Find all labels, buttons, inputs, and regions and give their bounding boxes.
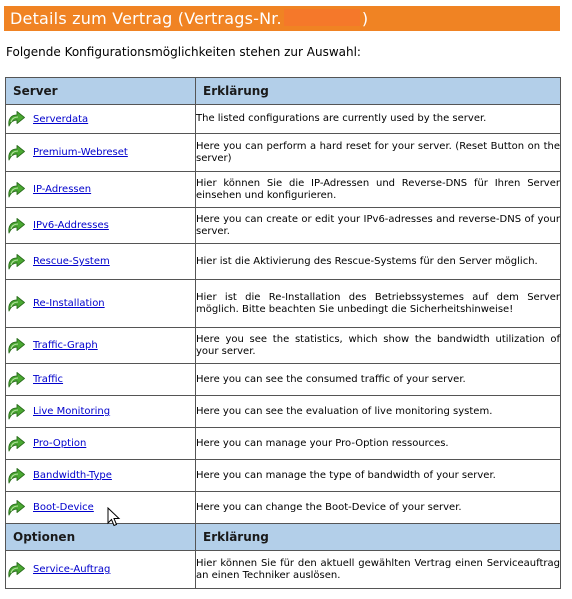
option-name-cell [6, 244, 196, 280]
table-row [6, 105, 561, 134]
live-monitoring-link[interactable]: Live Monitoring [33, 406, 111, 417]
option-description: Hier ist die Aktivierung des Rescue-Systems für den Server möglich. [196, 244, 561, 280]
table-row [6, 428, 561, 460]
traffic-graph-link[interactable]: Traffic-Graph [33, 340, 98, 351]
green-arrow-icon[interactable] [6, 253, 26, 271]
option-name-cell [6, 280, 196, 328]
table-row [6, 280, 561, 328]
options_section-header-row [6, 524, 561, 551]
title-prefix: Details zum Vertrag (Vertrags-Nr. [10, 9, 282, 28]
option-description: Here you can change the Boot-Device of your server. [196, 492, 561, 524]
option-name-cell [6, 208, 196, 244]
green-arrow-icon[interactable] [6, 217, 26, 235]
green-arrow-icon[interactable] [6, 561, 26, 579]
green-arrow-icon[interactable] [6, 181, 26, 199]
serverdata-link[interactable]: Serverdata [33, 113, 89, 125]
table-row [6, 208, 561, 244]
green-arrow-icon[interactable] [6, 467, 26, 485]
intro-text: Folgende Konfigurationsmöglichkeiten stehen zur Auswahl: [6, 45, 361, 59]
green-arrow-icon[interactable] [6, 403, 26, 421]
green-arrow-icon[interactable] [6, 435, 26, 453]
option-description: Here you can create or edit your IPv6-adresses and reverse-DNS of your server. [196, 208, 561, 244]
service-auftrag-link[interactable]: Service-Auftrag [33, 564, 111, 575]
re-installation-link[interactable]: Re-Installation [33, 298, 105, 309]
option-description: Here you see the statistics, which show the bandwidth utilization of your server. [196, 328, 561, 364]
table-row [6, 364, 561, 396]
option-description: Here you can manage the type of bandwidth of your server. [196, 460, 561, 492]
boot-device-link[interactable]: Boot-Device [33, 502, 94, 513]
options_section-column-header: Optionen [6, 524, 196, 551]
green-arrow-icon[interactable] [6, 337, 26, 355]
green-arrow-icon[interactable] [6, 110, 26, 128]
option-description: The listed configurations are currently used by the server. [196, 105, 561, 134]
mouse-pointer-icon [107, 507, 121, 527]
premium-webreset-link[interactable]: Premium-Webreset [33, 147, 128, 158]
ip-adressen-link[interactable]: IP-Adressen [33, 184, 92, 195]
table-row [6, 172, 561, 208]
option-description: Hier können Sie die IP-Adressen und Reverse-DNS für Ihren Server einsehen und konfigurieren. [196, 172, 561, 208]
option-name-cell [6, 364, 196, 396]
option-description: Here you can see the consumed traffic of your server. [196, 364, 561, 396]
explanation-column-header: Erklärung [196, 524, 561, 551]
option-name-cell [6, 328, 196, 364]
pro-option-link[interactable]: Pro-Option [33, 438, 87, 449]
option-name-cell [6, 172, 196, 208]
table-row [6, 460, 561, 492]
title-suffix: ) [361, 9, 369, 28]
rescue-system-link[interactable]: Rescue-System [33, 256, 110, 267]
green-arrow-icon[interactable] [6, 295, 26, 313]
option-name-cell [6, 396, 196, 428]
contract-details-title [4, 6, 560, 31]
ipv6-addresses-link[interactable]: IPv6-Addresses [33, 220, 109, 231]
option-description: Here you can perform a hard reset for your server. (Reset Button on the server) [196, 134, 561, 172]
option-name-cell [6, 460, 196, 492]
option-name-cell [6, 105, 196, 134]
option-description: Hier können Sie für den aktuell gewählten Vertrag einen Serviceauftrag an einen Techniker auslösen. [196, 551, 561, 589]
configuration-table [5, 77, 561, 589]
option-description: Hier ist die Re-Installation des Betriebssystemes auf dem Server möglich. Bitte beachten Sie unbedingt die Sicherheitshinweise! [196, 280, 561, 328]
green-arrow-icon[interactable] [6, 499, 26, 517]
table-row [6, 134, 561, 172]
server_section-column-header: Server [6, 78, 196, 105]
table-row [6, 244, 561, 280]
traffic-link[interactable]: Traffic [33, 374, 64, 385]
option-name-cell [6, 134, 196, 172]
green-arrow-icon[interactable] [6, 144, 26, 162]
table-row [6, 328, 561, 364]
option-name-cell [6, 492, 196, 524]
option-description: Here you can see the evaluation of live monitoring system. [196, 396, 561, 428]
explanation-column-header: Erklärung [196, 78, 561, 105]
option-description: Here you can manage your Pro-Option ressources. [196, 428, 561, 460]
table-row [6, 551, 561, 589]
option-name-cell [6, 551, 196, 589]
redacted-contract-number [284, 9, 360, 26]
green-arrow-icon[interactable] [6, 371, 26, 389]
server_section-header-row [6, 78, 561, 105]
option-name-cell [6, 428, 196, 460]
table-row [6, 396, 561, 428]
table-row [6, 492, 561, 524]
bandwidth-type-link[interactable]: Bandwidth-Type [33, 470, 112, 481]
